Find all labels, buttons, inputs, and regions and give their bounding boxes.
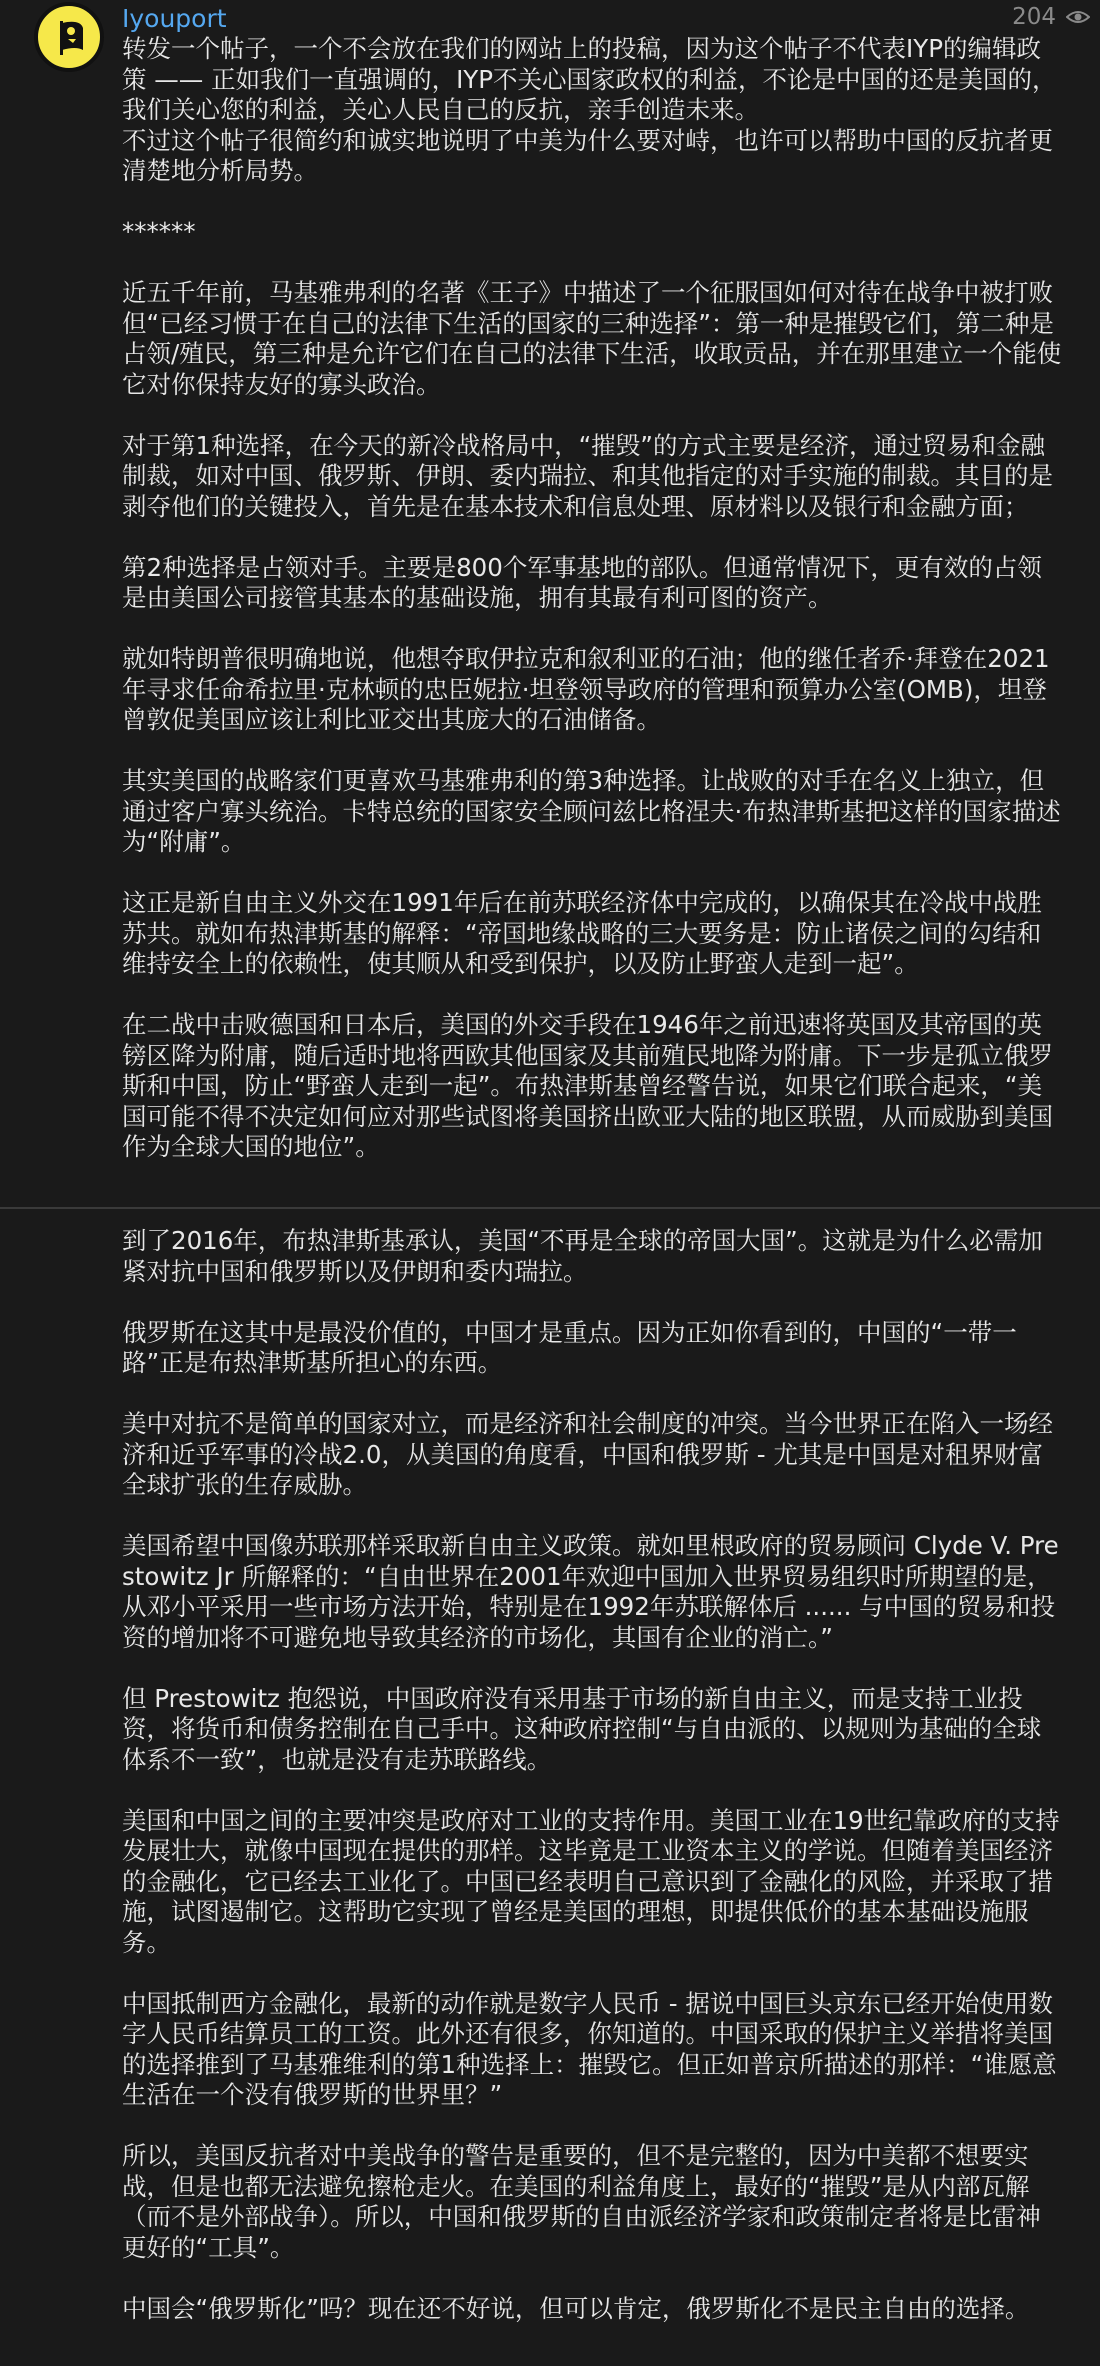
paragraph-15: 所以，美国反抗者对中美战争的警告是重要的，但不是完整的，因为中美都不想要实战，但是也都无法避免擦枪走火。在美国的利益角度上，最好的“摧毁”是从内部瓦解（而不是外部战争）。所以，中国和俄罗斯的自由派经济学家和政策制定者将是比雷神更好的“工具”。 [122, 2141, 1041, 2262]
paragraph-1: 近五千年前，马基雅弗利的名著《王子》中描述了一个征服国如何对待在战争中被打败但“已经习惯于在自己的法律下生活的国家的三种选择”：第一种是摧毁它们，第二种是占领/殖民，第三种是允许它们在自己的法律下生活，收取贡品，并在那里建立一个能使它对你保持友好的寡头政治。 [122, 278, 1062, 399]
separator: ****** [122, 217, 196, 246]
view-count: 204 [1012, 4, 1056, 30]
paragraph-intro: 转发一个帖子，一个不会放在我们的网站上的投稿，因为这个帖子不代表IYP的编辑政策 —— 正如我们一直强调的，IYP不关心国家政权的利益，不论是中国的还是美国的，我们关心您的利益，关心人民自己的反抗，亲手创造未来。 [122, 34, 1057, 124]
paragraph-11: 美国希望中国像苏联那样采取新自由主义政策。就如里根政府的贸易顾问 Clyde V. Prestowitz Jr 所解释的：“自由世界在2001年欢迎中国加入世界贸易组织时所期望的是，从邓小平采用一些市场方法开始，特别是在1992年苏联解体后 ...... 与中国的贸易和投资的增加将不可避免地导致其经济的市场化，其国有企业的消亡。” [122, 1531, 1059, 1652]
paragraph-4: 就如特朗普很明确地说，他想夺取伊拉克和叙利亚的石油；他的继任者乔·拜登在2021年寻求任命希拉里·克林顿的忠臣妮拉·坦登领导政府的管理和预算办公室(OMB)，坦登曾敦促美国应该让利比亚交出其庞大的石油储备。 [122, 644, 1050, 734]
paragraph-14: 中国抵制西方金融化，最新的动作就是数字人民币 - 据说中国巨头京东已经开始使用数字人民币结算员工的工资。此外还有很多，你知道的。中国采取的保护主义举措将美国的选择推到了马基雅维利的第1种选择上：摧毁它。但正如普京所描述的那样：“谁愿意生活在一个没有俄罗斯的世界里？” [122, 1988, 1057, 2109]
paragraph-10: 美中对抗不是简单的国家对立，而是经济和社会制度的冲突。当今世界正在陷入一场经济和近乎军事的冷战2.0，从美国的角度看，中国和俄罗斯 - 尤其是中国是对租界财富全球扩张的生存威胁。 [122, 1409, 1053, 1499]
paragraph-13: 美国和中国之间的主要冲突是政府对工业的支持作用。美国工业在19世纪靠政府的支持发展壮大，就像中国现在提供的那样。这毕竟是工业资本主义的学说。但随着美国经济的金融化，它已经去工业化了。中国已经表明自己意识到了金融化的风险，并采取了措施，试图遏制它。这帮助它实现了曾经是美国的理想，即提供低价的基本基础设施服务。 [122, 1805, 1060, 1957]
paragraph-12: 但 Prestowitz 抱怨说，中国政府没有采用基于市场的新自由主义，而是支持工业投资，将货币和债务控制在自己手中。这种政府控制“与自由派的、以规则为基础的全球体系不一致”，也就是没有走苏联路线。 [122, 1683, 1042, 1774]
paragraph-intro-2: 不过这个帖子很简约和诚实地说明了中美为什么要对峙，也许可以帮助中国的反抗者更清楚地分析局势。 [122, 125, 1053, 185]
paragraph-2: 对于第1种选择，在今天的新冷战格局中，“摧毁”的方式主要是经济，通过贸易和金融制裁，如对中国、俄罗斯、伊朗、委内瑞拉、和其他指定的对手实施的制裁。其目的是剥夺他们的关键投入，首先是在基本技术和信息处理、原材料以及银行和金融方面； [122, 430, 1053, 521]
paragraph-3: 第2种选择是占领对手。主要是800个军事基地的部队。但通常情况下，更有效的占领是由美国公司接管其基本的基础设施，拥有其最有利可图的资产。 [122, 552, 1042, 612]
paragraph-6: 这正是新自由主义外交在1991年后在前苏联经济体中完成的，以确保其在冷战中战胜苏共。就如布热津斯基的解释：“帝国地缘战略的三大要务是：防止诸侯之间的勾结和维持安全上的依赖性，使其顺从和受到保护，以及防止野蛮人走到一起”。 [122, 888, 1042, 978]
paragraph-5: 其实美国的战略家们更喜欢马基雅弗利的第3种选择。让战败的对手在名义上独立，但通过客户寡头统治。卡特总统的国家安全顾问兹比格涅夫·布热津斯基把这样的国家描述为“附庸”。 [122, 766, 1061, 856]
eye-icon [1066, 5, 1090, 29]
paragraph-9: 俄罗斯在这其中是最没价值的，中国才是重点。因为正如你看到的，中国的“一带一路”正是布热津斯基所担心的东西。 [122, 1317, 1017, 1377]
post-body-continued [122, 1226, 1062, 2324]
author-name[interactable]: Iyouport [122, 4, 227, 33]
avatar[interactable] [34, 2, 104, 72]
divider [0, 1207, 1100, 1209]
post-body [122, 34, 1062, 1163]
paragraph-7: 在二战中击败德国和日本后，美国的外交手段在1946年之前迅速将英国及其帝国的英镑区降为附庸，随后适时地将西欧其他国家及其前殖民地降为附庸。下一步是孤立俄罗斯和中国，防止“野蛮人走到一起”。布热津斯基曾经警告说，如果它们联合起来，“美国可能不得不决定如何应对那些试图将美国挤出欧亚大陆的地区联盟，从而威胁到美国作为全球大国的地位”。 [122, 1010, 1053, 1161]
view-counter [1012, 4, 1090, 30]
paragraph-16: 中国会“俄罗斯化”吗？现在还不好说，但可以肯定，俄罗斯化不是民主自由的选择。 [122, 2293, 1030, 2323]
pirate-flag-logo [38, 6, 100, 68]
paragraph-8: 到了2016年，布热津斯基承认，美国“不再是全球的帝国大国”。这就是为什么必需加紧对抗中国和俄罗斯以及伊朗和委内瑞拉。 [122, 1226, 1043, 1286]
